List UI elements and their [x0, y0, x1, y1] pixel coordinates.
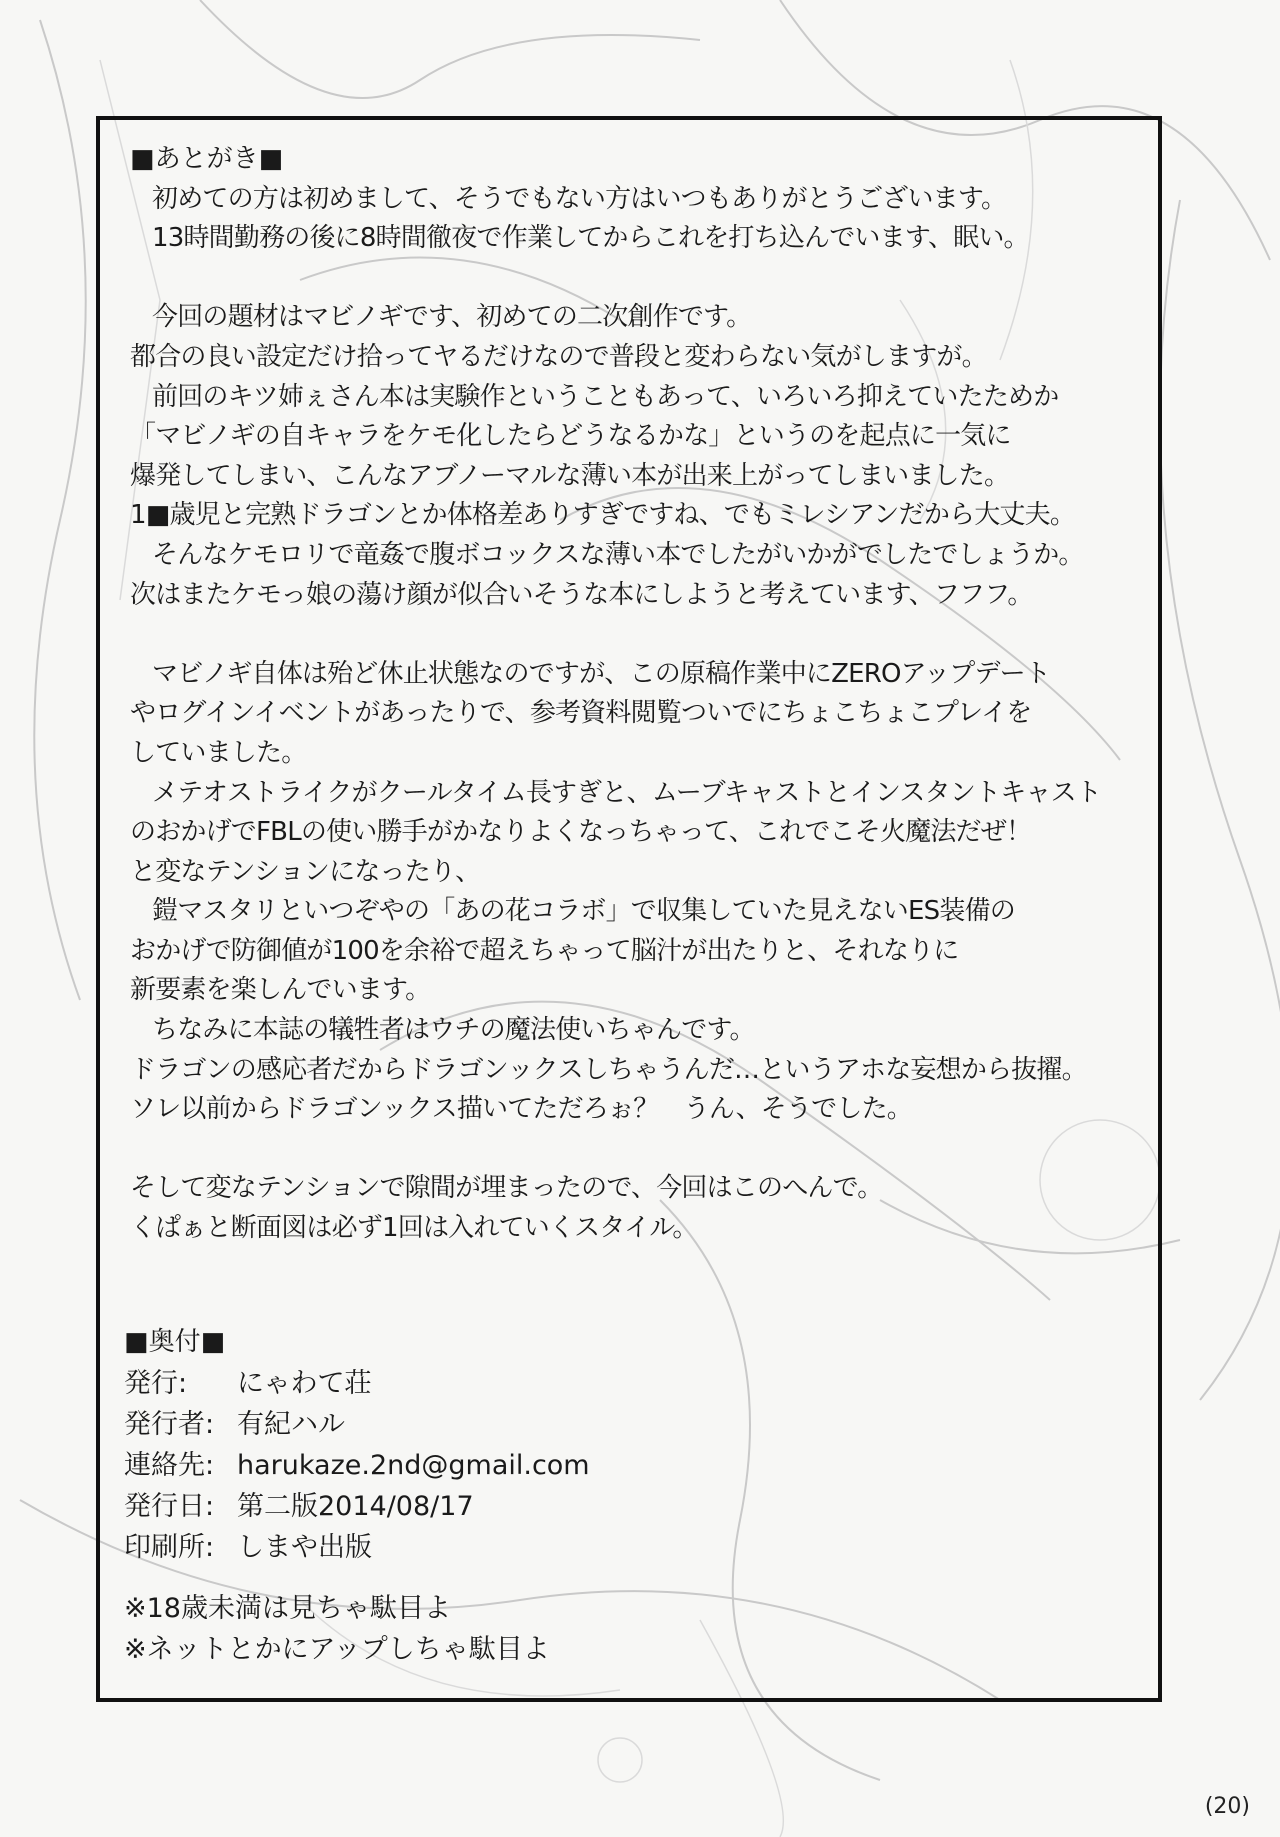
afterword-line: ドラゴンの感応者だからドラゴンックスしちゃうんだ…というアホな妄想から抜擢。: [130, 1054, 1087, 1085]
afterword-heading: ■あとがき■: [130, 144, 284, 174]
afterword-line: ちなみに本誌の犠牲者はウチの魔法使いちゃんです。: [152, 1015, 755, 1046]
colophon-label: 発行:: [124, 1367, 188, 1399]
afterword-line: 今回の題材はマビノギです、初めての二次創作です。: [152, 302, 752, 333]
afterword-line: やログインイベントがあったりで、参考資料閲覧ついでにちょこちょこプレイを: [130, 698, 1032, 729]
colophon-section: [124, 1323, 1024, 1670]
contact-email: harukaze.2nd@gmail.com: [237, 1449, 590, 1481]
afterword-line: 鎧マスタリといつぞやの「あの花コラボ」で収集していた見えないES装備の: [152, 896, 1015, 927]
colophon-value: 有紀ハル: [237, 1408, 345, 1440]
colophon-heading: ■奥付■: [124, 1327, 226, 1357]
afterword-line: 13時間勤務の後に8時間徹夜で作業してからこれを打ち込んでいます、眠い。: [152, 223, 1029, 254]
warning-note: ※ネットとかにアップしちゃ駄目よ: [124, 1633, 550, 1665]
afterword-line: のおかげでFBLの使い勝手がかなりよくなっちゃって、これでこそ火魔法だぜ！: [130, 817, 1032, 848]
afterword-line: ソレ以前からドラゴンックス描いてただろぉ？ うん、そうでした。: [130, 1094, 912, 1125]
colophon-value: しまや出版: [237, 1531, 372, 1563]
afterword-line: おかげで防御値が100を余裕で超えちゃって脳汁が出たりと、それなりに: [130, 935, 959, 966]
page-number: (20): [1204, 1794, 1250, 1819]
afterword-line: 都合の良い設定だけ拾ってヤるだけなので普段と変わらない気がしますが。: [130, 341, 987, 372]
afterword-line: 新要素を楽しんでいます。: [130, 975, 431, 1006]
colophon-label: 連絡先:: [124, 1449, 215, 1481]
colophon-label: 発行日:: [124, 1490, 215, 1522]
colophon-row-author: [124, 1404, 1024, 1445]
afterword-line: 爆発してしまい、こんなアブノーマルな薄い本が出来上がってしまいました。: [130, 460, 1010, 491]
afterword-section: [130, 140, 1140, 1249]
afterword-line: そして変なテンションで隙間が埋まったので、今回はこのへんで。: [130, 1173, 883, 1204]
colophon-value: にゃわて荘: [237, 1367, 372, 1399]
afterword-line: メテオストライクがクールタイム長すぎと、ムーブキャストとインスタントキャスト: [152, 777, 1102, 808]
afterword-line: そんなケモロリで竜姦で腹ボコックスな薄い本でしたがいかがでしたでしょうか。: [152, 539, 1084, 570]
colophon-value: 第二版2014/08/17: [237, 1490, 474, 1522]
colophon-row-printer: [124, 1527, 1024, 1568]
afterword-line: 次はまたケモっ娘の蕩け顔が似合いそうな本にしようと考えています、フフフ。: [130, 579, 1033, 610]
afterword-line: 1■歳児と完熟ドラゴンとか体格差ありすぎですね、でもミレシアンだから大丈夫。: [130, 500, 1076, 531]
afterword-line: 初めての方は初めまして、そうでもない方はいつもありがとうございます。: [152, 183, 1007, 214]
afterword-line: 「マビノギの自キャラをケモ化したらどうなるかな」というのを起点に一気に: [130, 421, 1011, 452]
afterword-line: と変なテンションになったり、: [130, 856, 481, 887]
afterword-line: くぱぁと断面図は必ず1回は入れていくスタイル。: [130, 1213, 698, 1244]
colophon-label: 印刷所:: [124, 1531, 215, 1563]
afterword-line: マビノギ自体は殆ど休止状態なのですが、この原稿作業中にZEROアップデート: [152, 658, 1051, 689]
colophon-row-contact: [124, 1445, 1024, 1486]
colophon-row-date: [124, 1486, 1024, 1527]
afterword-line: していました。: [130, 737, 307, 768]
colophon-row-publisher: [124, 1363, 1024, 1404]
colophon-label: 発行者:: [124, 1408, 215, 1440]
afterword-line: 前回のキツ姉ぇさん本は実験作ということもあって、いろいろ抑えていたためか: [152, 381, 1059, 412]
warning-note: ※18歳未満は見ちゃ駄目よ: [124, 1592, 451, 1624]
